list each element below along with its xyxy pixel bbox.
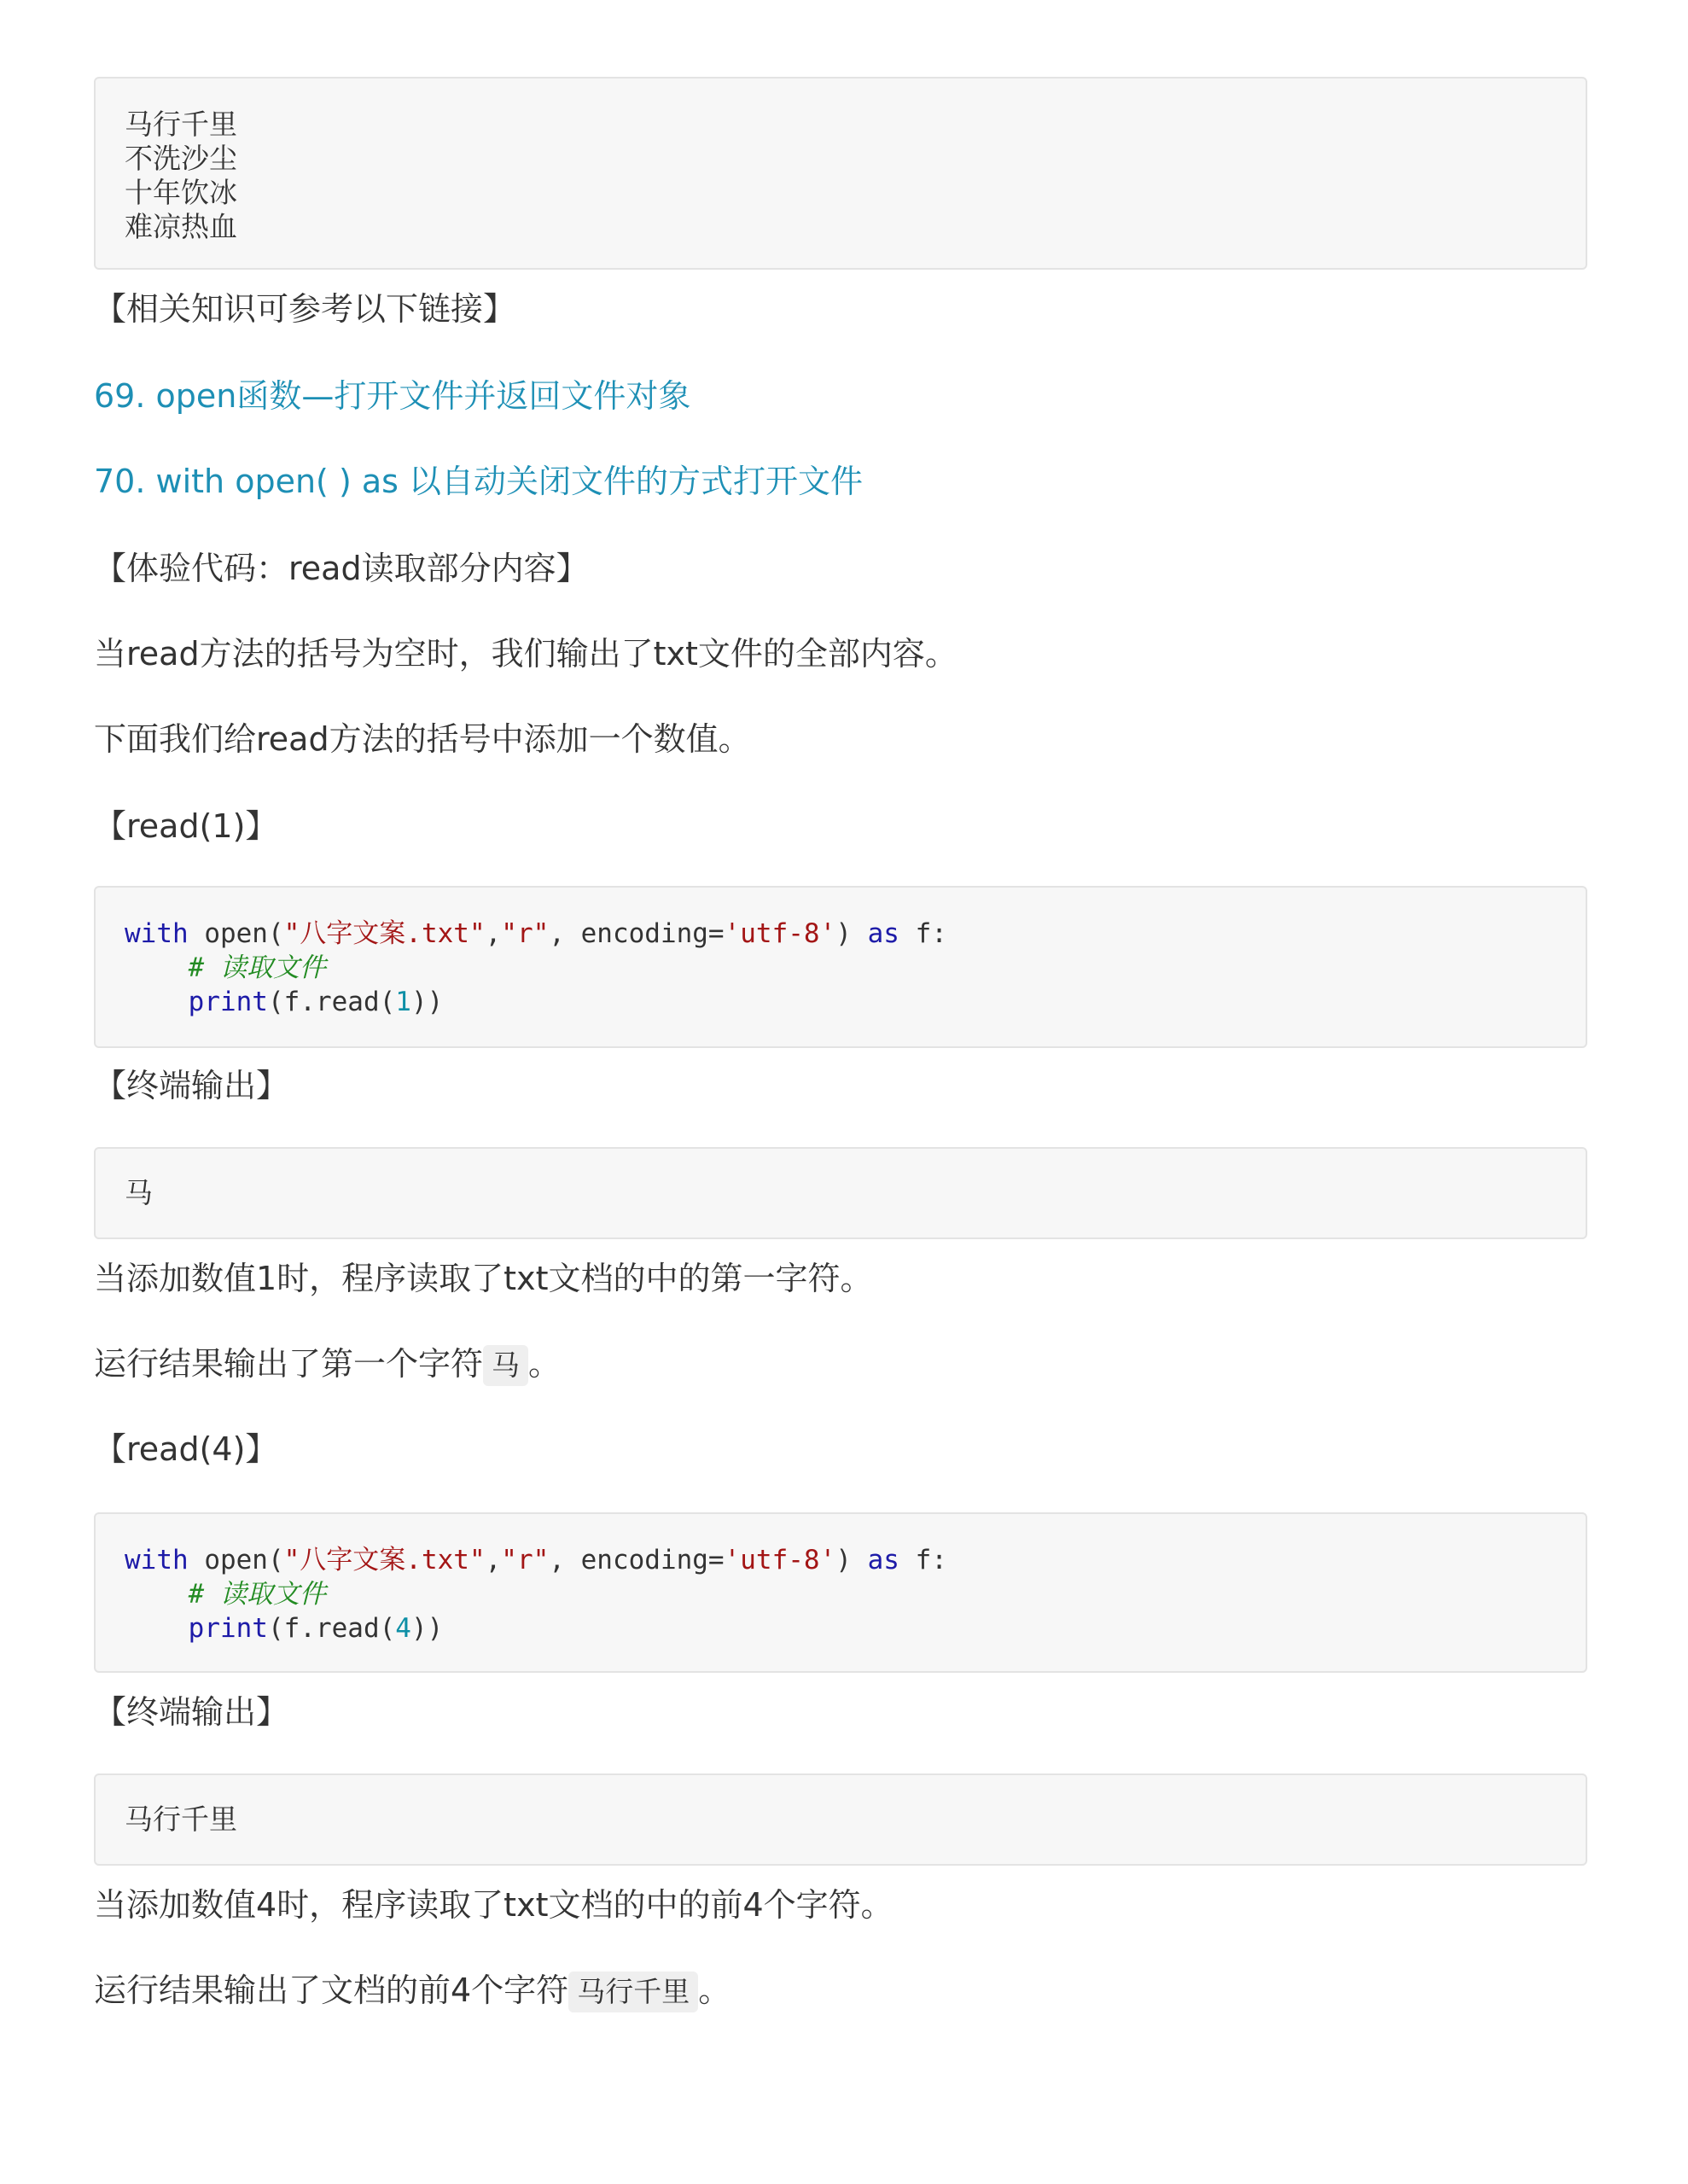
code-string: "r" xyxy=(501,1545,550,1575)
intro-paragraph-2: 下面我们给read方法的括号中添加一个数值。 xyxy=(94,720,751,758)
code-text: (f.read( xyxy=(267,987,396,1017)
inline-code: 马行千里 xyxy=(568,1971,698,2012)
code-function: print xyxy=(188,987,268,1017)
read4-explain-2 xyxy=(94,1970,730,2012)
code-string: "r" xyxy=(501,918,550,949)
read4-heading: 【read(4)】 xyxy=(94,1430,278,1468)
code-keyword: as xyxy=(867,1545,899,1575)
code-text: open( xyxy=(188,1545,284,1575)
intro-paragraph-1: 当read方法的括号为空时，我们输出了txt文件的全部内容。 xyxy=(94,635,958,673)
code-string: 'utf-8' xyxy=(724,918,836,949)
code-text: ) xyxy=(835,1545,868,1575)
read4-code xyxy=(125,1543,947,1645)
code-number: 4 xyxy=(395,1613,411,1644)
read4-output-box xyxy=(94,1773,1587,1866)
read1-code xyxy=(125,917,947,1019)
read1-output-box xyxy=(94,1147,1587,1239)
read1-output-heading: 【终端输出】 xyxy=(94,1067,289,1104)
code-text: , xyxy=(485,1545,502,1575)
link-open-function[interactable]: 69. open函数—打开文件并返回文件对象 xyxy=(94,377,691,415)
poem-text xyxy=(125,108,237,244)
code-text: f: xyxy=(899,1545,947,1575)
poem-line: 难凉热血 xyxy=(125,210,237,243)
code-number: 1 xyxy=(395,987,411,1017)
poem-output-box xyxy=(94,77,1587,270)
code-string: "八字文案.txt" xyxy=(283,918,486,949)
code-text: )) xyxy=(410,1613,444,1644)
code-text: ) xyxy=(835,918,868,949)
section-heading: 【体验代码：read读取部分内容】 xyxy=(94,550,589,587)
link-with-open[interactable]: 70. with open( ) as 以自动关闭文件的方式打开文件 xyxy=(94,463,864,500)
read1-explain-1: 当添加数值1时，程序读取了txt文档的中的第一字符。 xyxy=(94,1260,873,1297)
read1-code-block xyxy=(94,886,1587,1048)
read4-code-block xyxy=(94,1512,1587,1673)
code-text: , encoding= xyxy=(549,1545,725,1575)
explain-text: 运行结果输出了第一个字符 xyxy=(94,1345,484,1383)
explain-text: 运行结果输出了文档的前4个字符 xyxy=(94,1971,569,2009)
inline-code: 马 xyxy=(483,1345,528,1386)
poem-line: 十年饮冰 xyxy=(125,176,237,209)
code-text: , encoding= xyxy=(549,918,725,949)
related-heading: 【相关知识可参考以下链接】 xyxy=(94,290,516,328)
code-keyword: with xyxy=(125,1545,189,1575)
code-text: , xyxy=(485,918,502,949)
code-comment: # 读取文件 xyxy=(188,1579,326,1610)
read4-explain-1: 当添加数值4时，程序读取了txt文档的中的前4个字符。 xyxy=(94,1886,893,1924)
code-comment: # 读取文件 xyxy=(188,952,326,983)
code-function: print xyxy=(188,1613,268,1644)
poem-line: 马行千里 xyxy=(125,108,237,141)
explain-text: 。 xyxy=(528,1345,562,1383)
read1-heading: 【read(1)】 xyxy=(94,807,278,845)
read1-explain-2 xyxy=(94,1343,561,1386)
explain-text: 。 xyxy=(698,1971,731,2009)
read4-output-text: 马行千里 xyxy=(125,1803,237,1836)
code-text: )) xyxy=(410,987,444,1017)
code-string: "八字文案.txt" xyxy=(283,1545,486,1575)
read1-output-text: 马 xyxy=(125,1176,153,1209)
code-text: f: xyxy=(899,918,947,949)
poem-line: 不洗沙尘 xyxy=(125,142,237,175)
read4-output-heading: 【终端输出】 xyxy=(94,1693,289,1731)
code-string: 'utf-8' xyxy=(724,1545,836,1575)
code-text: (f.read( xyxy=(267,1613,396,1644)
code-keyword: with xyxy=(125,918,189,949)
code-text: open( xyxy=(188,918,284,949)
code-keyword: as xyxy=(867,918,899,949)
